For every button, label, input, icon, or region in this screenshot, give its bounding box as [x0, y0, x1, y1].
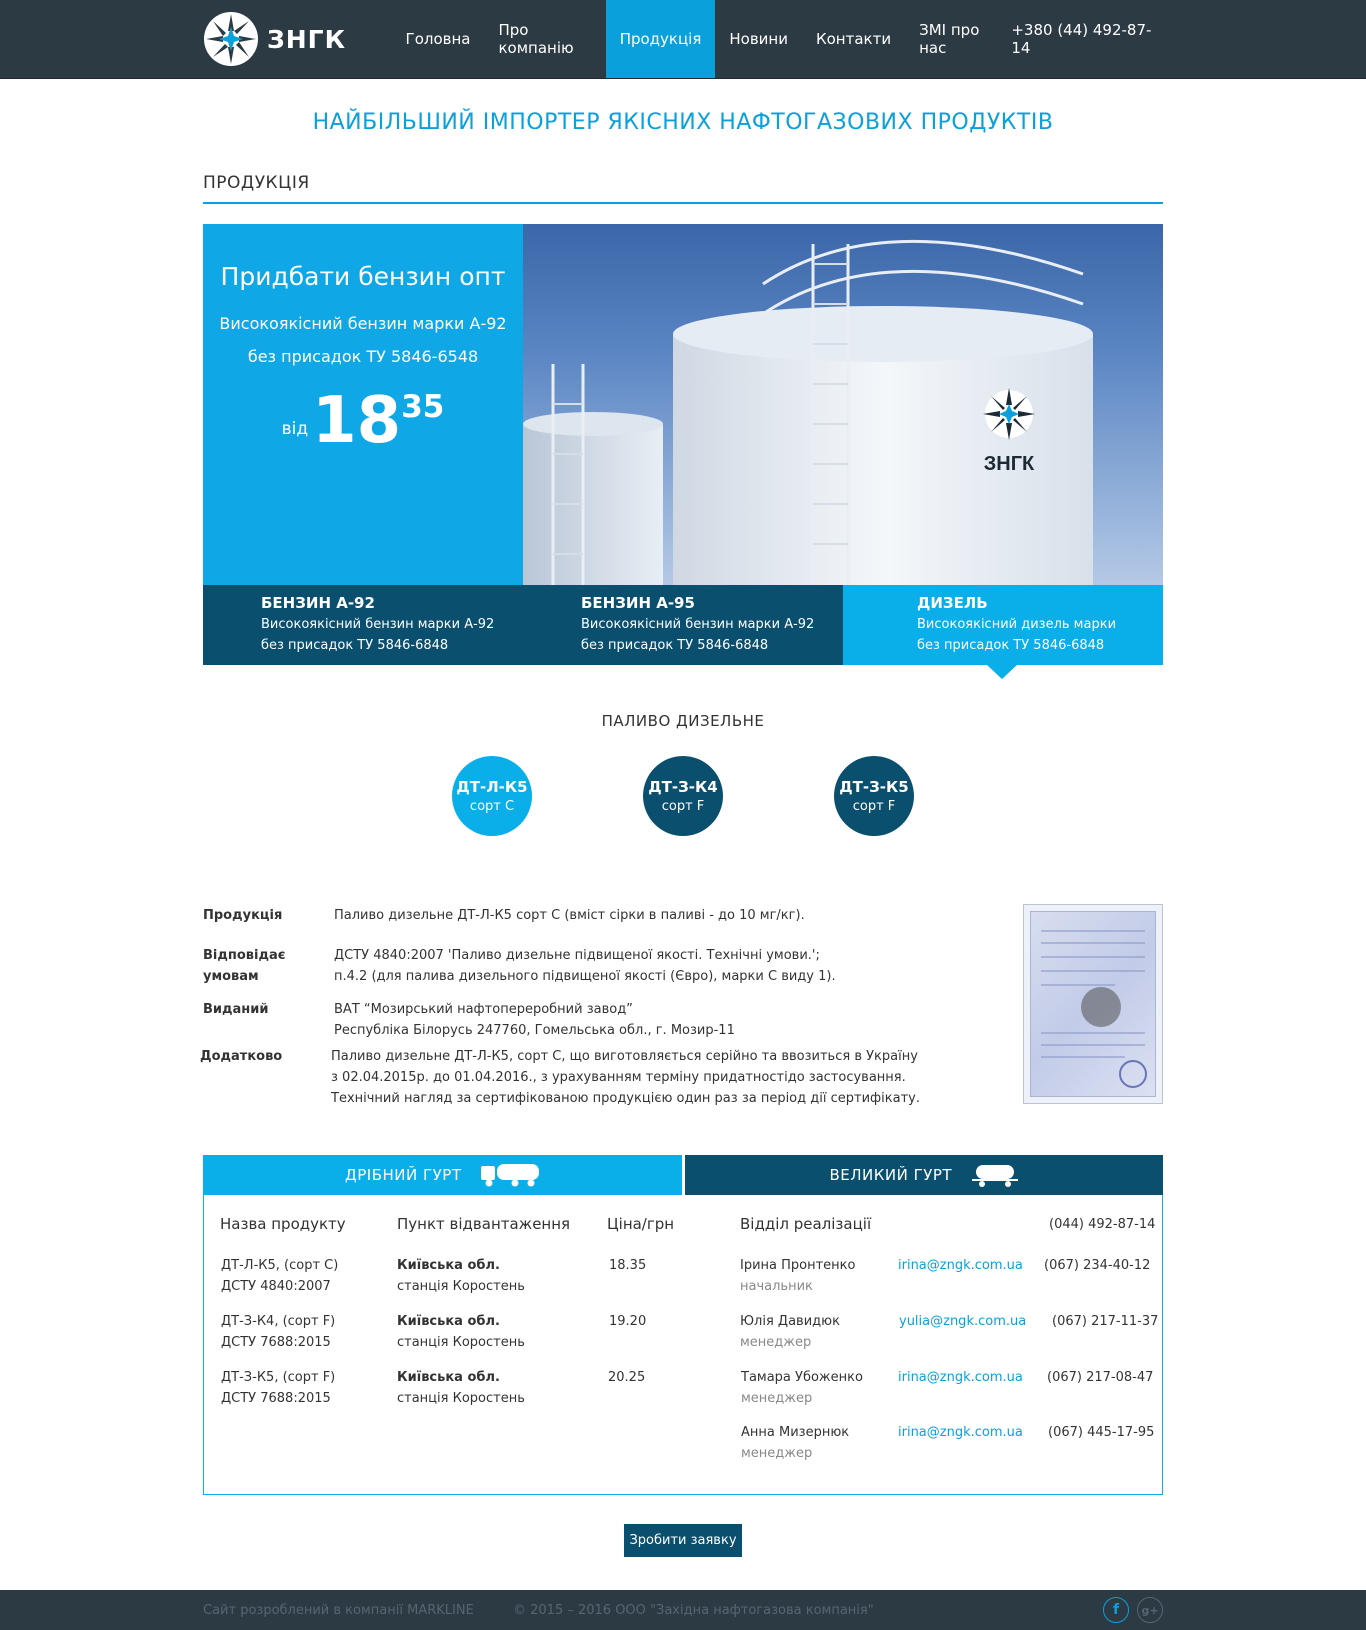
grade-dt-z-k5[interactable] [834, 756, 914, 836]
price-main: 18 [312, 384, 402, 458]
contact-email[interactable]: yulia@zngk.com.ua [899, 1314, 1027, 1329]
grade-name: ДТ-З-К4 [648, 778, 718, 796]
info-value [334, 999, 934, 1041]
contact-role: менеджер [740, 1335, 812, 1350]
contact-email[interactable]: irina@zngk.com.ua [898, 1370, 1023, 1385]
point-station: станція Коростень [397, 1391, 525, 1406]
product-standard: ДСТУ 7688:2015 [221, 1391, 331, 1406]
product-name: ДТ-З-К5, (сорт F) [221, 1370, 336, 1385]
tab-label: ВЕЛИКИЙ ГУРТ [829, 1166, 953, 1184]
contact-phone[interactable]: (067) 445-17-95 [1048, 1425, 1155, 1440]
logo-text: ЗНГК [267, 24, 347, 54]
contact-role: менеджер [741, 1446, 813, 1461]
slogan: НАЙБІЛЬШИЙ ІМПОРТЕР ЯКІСНИХ НАФТОГАЗОВИХ ПРОДУКТІВ [312, 110, 1054, 135]
grade-dt-z-k4[interactable] [643, 756, 723, 836]
product-name: ДТ-З-К4, (сорт F) [221, 1314, 336, 1329]
site-footer [0, 1590, 1366, 1630]
tab-petrol-a95[interactable] [523, 585, 843, 665]
info-label: Продукція [203, 908, 283, 923]
row-price: 18.35 [609, 1258, 647, 1273]
stamp-icon [1119, 1060, 1147, 1088]
info-value: Паливо дизельне ДТ-Л-К5 сорт С (вміст сірки в паливі - до 10 мг/кг). [334, 908, 805, 923]
wholesale-table [203, 1195, 1163, 1495]
info-label: Відповідає умовам [203, 948, 286, 984]
tab-desc-1: Високоякісний бензин марки А-92 [261, 617, 495, 632]
fuel-title: ПАЛИВО ДИЗЕЛЬНЕ [601, 712, 765, 730]
conditions-line-2: п.4.2 (для палива дизельного підвищеної якості (Євро), марки С виду 1). [334, 969, 836, 984]
info-value [334, 945, 934, 987]
table-row-point [397, 1311, 525, 1353]
tab-title: БЕНЗИН А-92 [261, 594, 375, 612]
contact-name: Анна Мизернюк [741, 1425, 850, 1440]
point-region: Київська обл. [397, 1314, 500, 1329]
tab-desc-2: без присадок ТУ 5846-6848 [917, 638, 1105, 653]
hero-image-tanks [523, 224, 1163, 585]
point-station: станція Коростень [397, 1279, 525, 1294]
section-title: ПРОДУКЦІЯ [203, 173, 1163, 204]
social-links [1103, 1597, 1163, 1623]
grade-name: ДТ-Л-К5 [456, 778, 528, 796]
hero-subtitle-1: Високоякісний бензин марки А-92 [219, 314, 507, 333]
product-tabs [203, 585, 1163, 665]
contact-item [741, 1422, 849, 1464]
contact-email[interactable]: irina@zngk.com.ua [898, 1425, 1023, 1440]
contact-role: начальник [740, 1279, 813, 1294]
info-label: Виданий [203, 1002, 269, 1017]
tab-desc-2: без присадок ТУ 5846-6848 [581, 638, 769, 653]
contact-name: Тамара Убоженко [741, 1370, 863, 1385]
contact-name: Юлія Давидюк [740, 1314, 840, 1329]
col-header-price: Ціна/грн [607, 1215, 675, 1233]
railcar-icon [972, 1163, 1018, 1187]
product-info [200, 905, 1163, 1115]
tab-label: ДРІБНИЙ ГУРТ [345, 1166, 462, 1184]
table-row [221, 1367, 335, 1409]
hero-title: Придбати бензин опт [220, 262, 506, 291]
wholesale-section [203, 1155, 1163, 1495]
zoom-icon[interactable] [1081, 987, 1121, 1027]
issued-line-2: Республіка Білорусь 247760, Гомельська обл., г. Мозир-11 [334, 1023, 735, 1038]
tab-small-wholesale[interactable] [203, 1155, 682, 1195]
site-header [0, 0, 1366, 79]
footer-copyright: © 2015 – 2016 ООО "Західна нафтогазова компанія" [513, 1602, 874, 1618]
site-logo[interactable] [203, 11, 394, 67]
info-value [331, 1046, 931, 1109]
tab-title: БЕНЗИН А-95 [581, 594, 695, 612]
contact-email[interactable]: irina@zngk.com.ua [898, 1258, 1023, 1273]
col-header-point: Пункт відвантаження [397, 1215, 571, 1233]
contact-item [741, 1367, 863, 1409]
dept-phone[interactable]: (044) 492-87-14 [1049, 1217, 1156, 1232]
info-label: Додатково [200, 1049, 283, 1064]
google-plus-icon[interactable]: g+ [1137, 1597, 1163, 1623]
point-region: Київська обл. [397, 1370, 500, 1385]
certificate-thumbnail[interactable] [1023, 904, 1163, 1104]
wholesale-tabs [203, 1155, 1163, 1195]
grade-sort: сорт F [852, 799, 896, 814]
col-header-dept: Відділ реалізації [740, 1215, 872, 1233]
contact-role: менеджер [741, 1391, 813, 1406]
tab-large-wholesale[interactable] [685, 1155, 1164, 1195]
issued-line-1: ВАТ “Мозирський нафтопереробний завод” [334, 1002, 633, 1017]
order-button[interactable]: Зробити заявку [624, 1524, 742, 1557]
grade-dt-l-k5[interactable] [452, 756, 532, 836]
table-row [221, 1311, 335, 1353]
hero-banner [203, 224, 1163, 585]
tab-petrol-a92[interactable] [203, 585, 523, 665]
extra-line-2: з 02.04.2015р. до 01.04.2016., з урахуванням терміну придатностідо застосування. [331, 1070, 906, 1085]
hero-offer [203, 224, 523, 585]
hero-price [203, 384, 523, 458]
product-standard: ДСТУ 7688:2015 [221, 1335, 331, 1350]
row-price: 19.20 [609, 1314, 647, 1329]
price-decimal: 35 [401, 389, 445, 425]
main-nav [392, 0, 1012, 78]
truck-icon [481, 1163, 539, 1187]
nav-news[interactable]: Новини [729, 30, 788, 48]
tab-desc-1: Високоякісний бензин марки А-92 [581, 617, 815, 632]
col-header-product: Назва продукту [220, 1215, 346, 1233]
grade-sort: сорт С [469, 799, 515, 814]
nav-products[interactable]: Продукція [606, 0, 716, 78]
table-row-point [397, 1367, 525, 1409]
point-station: станція Коростень [397, 1335, 525, 1350]
contact-item [740, 1311, 840, 1353]
product-standard: ДСТУ 4840:2007 [221, 1279, 331, 1294]
tank-illustration [523, 224, 1163, 585]
table-row-point [397, 1255, 525, 1297]
nav-media[interactable]: ЗМІ про нас [919, 21, 980, 57]
tab-title: ДИЗЕЛЬ [917, 594, 988, 612]
tab-diesel[interactable] [843, 585, 1163, 665]
nav-home[interactable]: Головна [405, 30, 471, 48]
extra-line-1: Паливо дизельне ДТ-Л-К5, сорт С, що виготовляється серійно та ввозиться в Україну [331, 1049, 918, 1064]
logo-star-icon [203, 11, 259, 67]
product-name: ДТ-Л-К5, (сорт С) [221, 1258, 339, 1273]
row-price: 20.25 [608, 1370, 646, 1385]
header-phone[interactable]: +380 (44) 492-87-14 [1011, 21, 1152, 57]
table-row [221, 1255, 338, 1297]
nav-contacts[interactable]: Контакти [815, 30, 892, 48]
footer-developer[interactable]: Сайт розроблений в компанії MARKLINE [203, 1602, 474, 1618]
hero-subtitle-2: без присадок ТУ 5846-6548 [247, 347, 479, 366]
grade-selector [203, 756, 1163, 836]
nav-about[interactable]: Про компанію [498, 21, 574, 57]
extra-line-3: Технічний нагляд за сертифікованою продукцією один раз за період дії сертифікату. [331, 1091, 920, 1106]
facebook-icon[interactable]: f [1103, 1597, 1129, 1623]
price-from: від [281, 419, 309, 439]
contact-name: Ірина Пронтенко [740, 1258, 856, 1273]
tab-desc-2: без присадок ТУ 5846-6848 [261, 638, 449, 653]
grade-name: ДТ-З-К5 [839, 778, 909, 796]
tab-desc-1: Високоякісний дизель марки [917, 617, 1117, 632]
point-region: Київська обл. [397, 1258, 500, 1273]
contact-phone[interactable]: (067) 217-08-47 [1047, 1370, 1154, 1385]
main-content [200, 110, 1163, 1557]
conditions-line-1: ДСТУ 4840:2007 'Паливо дизельне підвищеної якості. Технічні умови.'; [334, 948, 820, 963]
contact-item [740, 1255, 856, 1297]
tank-logo-text: ЗНГК [983, 453, 1035, 475]
contact-phone[interactable]: (067) 217-11-37 [1052, 1314, 1159, 1329]
grade-sort: сорт F [661, 799, 705, 814]
contact-phone[interactable]: (067) 234-40-12 [1044, 1258, 1151, 1273]
